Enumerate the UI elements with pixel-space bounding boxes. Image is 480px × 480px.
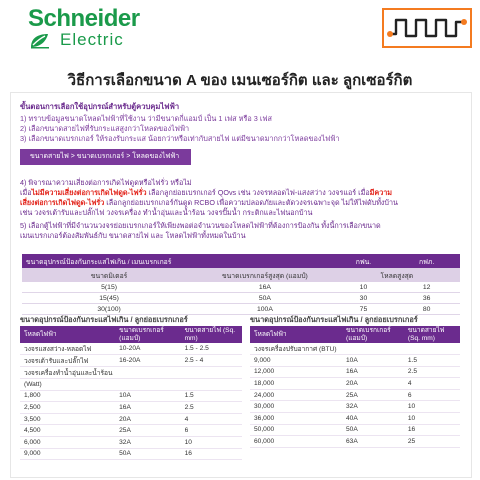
table-row <box>20 355 242 367</box>
col-load: โหลดไฟฟ้า <box>20 326 115 343</box>
cell: 10 <box>404 412 460 424</box>
cell: 63A <box>342 436 404 448</box>
cell: 36,000 <box>250 412 342 424</box>
table-row <box>20 413 242 425</box>
col-pea: กฟภ. <box>393 254 460 268</box>
cell: 4 <box>404 378 460 390</box>
risk-text-b: เสี่ยงต่อการเกิดไฟดูด-ไฟรั่ว <box>20 198 105 207</box>
table-row <box>20 436 242 448</box>
cell: 10 <box>404 401 460 413</box>
cell: 4 <box>181 413 242 425</box>
cell: 100A <box>196 304 334 315</box>
cell: 50A <box>342 424 404 436</box>
cell: 4,500 <box>20 425 115 437</box>
cell: 30 <box>334 293 394 304</box>
cell: 2.5 <box>181 402 242 414</box>
cell: 30,000 <box>250 401 342 413</box>
table-row <box>22 282 460 293</box>
cell: 16A <box>196 282 334 293</box>
step-1: 1) ทราบข้อมูลขนาดโหลดไฟฟ้าที่ใช้งาน ว่ามีขนาดกี่แอมป์ เป็น 1 เฟส หรือ 3 เฟส <box>20 114 272 123</box>
cell: 25 <box>404 436 460 448</box>
note-5: 5) เลือกตู้ไฟฟ้าที่มีจำนวนวงจรย่อยเบรกเกอร์ให้เพียงพอต่อจำนวนของโหลดไฟฟ้าที่ต้องการป้องกัน ทั้งนี้การเลือกขนาด <box>20 221 381 230</box>
main-breaker-table <box>22 254 460 315</box>
cell: 50,000 <box>250 424 342 436</box>
cell: 9,000 <box>20 448 115 460</box>
table-row <box>20 367 242 379</box>
pulse-waveform-icon <box>382 8 472 48</box>
risk-text-a: มีความ <box>369 188 393 197</box>
cell: 80 <box>393 304 460 315</box>
table-row <box>250 343 460 355</box>
sub-breaker-max: ขนาดเบรกเกอร์สูงสุด (แอมป์) <box>196 268 334 282</box>
cell: 6,000 <box>20 436 115 448</box>
schneider-leaf-icon <box>28 32 54 50</box>
cell: 1,800 <box>20 390 115 402</box>
cell: 5(15) <box>22 282 196 293</box>
cell: 20A <box>115 413 180 425</box>
cell: 24,000 <box>250 389 342 401</box>
cell: 32A <box>115 436 180 448</box>
sub-max-load: โหลดสูงสุด <box>334 268 460 282</box>
cell: 10-20A <box>115 343 180 355</box>
note-4: 4) พิจารณาความเสี่ยงต่อการเกิดไฟดูดหรือไฟรั่ว หรือไม่ <box>20 178 192 187</box>
page-title: วิธีการเลือกขนาด A ของ เมนเซอร์กิต และ ลูกเซอร์กิต <box>67 72 413 89</box>
cell: 60,000 <box>250 436 342 448</box>
cell: 25A <box>115 425 180 437</box>
cell: 2,500 <box>20 402 115 414</box>
step-2: 2) เลือกขนาดสายไฟที่รับกระแสสูงกว่าโหลดของไฟฟ้า <box>20 124 190 133</box>
note-4-line-3-b: เลือกลูกย่อยเบรกเกอร์กันดูด RCBO เพื่อความปลอดภัยและตัดวงจรเฉพาะจุด ไม่ให้ไฟดับทั้งบ้าน <box>104 198 398 207</box>
note-4-line-2-a: เมื่อ <box>20 188 32 197</box>
table-row <box>20 390 242 402</box>
table-row <box>22 293 460 304</box>
cell: 1.5 <box>181 390 242 402</box>
table-row <box>20 402 242 414</box>
cell: 36 <box>393 293 460 304</box>
selection-flow-banner: ขนาดสายไฟ > ขนาดเบรกเกอร์ > โหลดของไฟฟ้า <box>20 149 191 165</box>
table-row <box>22 304 460 315</box>
table-row <box>250 401 460 413</box>
cell: 50A <box>115 448 180 460</box>
col-breaker: ขนาดเบรกเกอร์ (แอมป์) <box>115 326 180 343</box>
cell: 18,000 <box>250 378 342 390</box>
col-mea: กฟน. <box>334 254 394 268</box>
cell: 16-20A <box>115 355 180 367</box>
cell: 25A <box>342 389 404 401</box>
steps-heading: ขั้นตอนการเลือกใช้อุปกรณ์สำหรับตู้ควบคุมไฟฟ้า <box>20 102 180 111</box>
table-row <box>20 343 242 355</box>
cell: 10A <box>342 355 404 367</box>
left-table-title: ขนาดอุปกรณ์ป้องกันกระแสไฟเกิน / ลูกย่อยเบรกเกอร์ <box>20 315 188 324</box>
table-row <box>20 379 242 391</box>
branch-breaker-table-left <box>20 326 242 460</box>
sub-meter: ขนาดมิเตอร์ <box>22 268 196 282</box>
cell: 2.5 - 4 <box>181 355 242 367</box>
no-risk-text: ไม่มีความเสี่ยงต่อการเกิดไฟดูด-ไฟรั่ว <box>31 188 147 197</box>
cell: 12 <box>393 282 460 293</box>
cell: 32A <box>342 401 404 413</box>
main-table-title: ขนาดอุปกรณ์ป้องกันกระแสไฟเกิน / เมนเบรกเกอร์ <box>22 254 196 268</box>
cell: 16 <box>181 448 242 460</box>
right-table-title: ขนาดอุปกรณ์ป้องกันกระแสไฟเกิน / ลูกย่อยเบรกเกอร์ <box>250 315 418 324</box>
cell: วงจรแสงสว่าง-หลอดไฟ <box>20 343 115 355</box>
col-breaker: ขนาดเบรกเกอร์ (แอมป์) <box>342 326 404 343</box>
cell: 2.5 <box>404 366 460 378</box>
cell: 10A <box>115 390 180 402</box>
cell: วงจรเครื่องทำน้ำอุ่นและน้ำร้อน <box>20 367 242 379</box>
cell: 15(45) <box>22 293 196 304</box>
note-5-line-2: เมนเบรกเกอร์ต้องสัมพันธ์กับ ขนาดสายไฟ และ โหลดไฟฟ้าทั้งหมดในบ้าน <box>20 231 246 240</box>
cell: 40A <box>342 412 404 424</box>
branch-breaker-table-right <box>250 326 460 448</box>
cell: 1.5 - 2.5 <box>181 343 242 355</box>
brand-name: Schneider <box>28 5 140 32</box>
cell: วงจรเต้ารับและปลั๊กไฟ <box>20 355 115 367</box>
col-wire: ขนาดสายไฟ (Sq. mm) <box>404 326 460 343</box>
cell: 12,000 <box>250 366 342 378</box>
brand-sub: Electric <box>60 30 124 49</box>
table-row <box>250 355 460 367</box>
table-row <box>250 378 460 390</box>
table-row <box>250 436 460 448</box>
cell: 6 <box>404 389 460 401</box>
step-3: 3) เลือกขนาดเบรกเกอร์ ให้รองรับกระแส น้อยกว่าหรือเท่ากับสายไฟ แต่มีขนาดมากกว่าโหลดของไฟฟ้า <box>20 134 340 143</box>
cell: 1.5 <box>404 355 460 367</box>
cell: 16A <box>342 366 404 378</box>
note-4-line-2-b: เลือกลูกย่อยเบรกเกอร์ QOvs เช่น วงจรหลอดไฟ-แสงสว่าง วงจรแอร์ เมื่อ <box>146 188 370 197</box>
cell: 30(100) <box>22 304 196 315</box>
table-row <box>250 366 460 378</box>
table-row <box>20 425 242 437</box>
table-row <box>20 448 242 460</box>
table-row <box>250 389 460 401</box>
table-row <box>250 424 460 436</box>
col-wire: ขนาดสายไฟ (Sq. mm) <box>181 326 242 343</box>
cell: 3,500 <box>20 413 115 425</box>
cell: 20A <box>342 378 404 390</box>
cell: 50A <box>196 293 334 304</box>
col-load: โหลดไฟฟ้า <box>250 326 342 343</box>
cell: 6 <box>181 425 242 437</box>
cell: 10 <box>334 282 394 293</box>
cell: 10 <box>181 436 242 448</box>
cell: วงจรเครื่องปรับอากาศ (BTU) <box>250 343 460 355</box>
cell: 75 <box>334 304 394 315</box>
table-row <box>250 412 460 424</box>
note-4-line-4: เช่น วงจรเต้ารับและปลั๊กไฟ วงจรเครื่อง ทำน้ำอุ่นและน้ำร้อน วงจรปั๊มน้ำ กระติกและไฟนอกบ้าน <box>20 208 313 217</box>
cell: 16 <box>404 424 460 436</box>
cell: (Watt) <box>20 379 242 391</box>
cell: 16A <box>115 402 180 414</box>
cell: 9,000 <box>250 355 342 367</box>
